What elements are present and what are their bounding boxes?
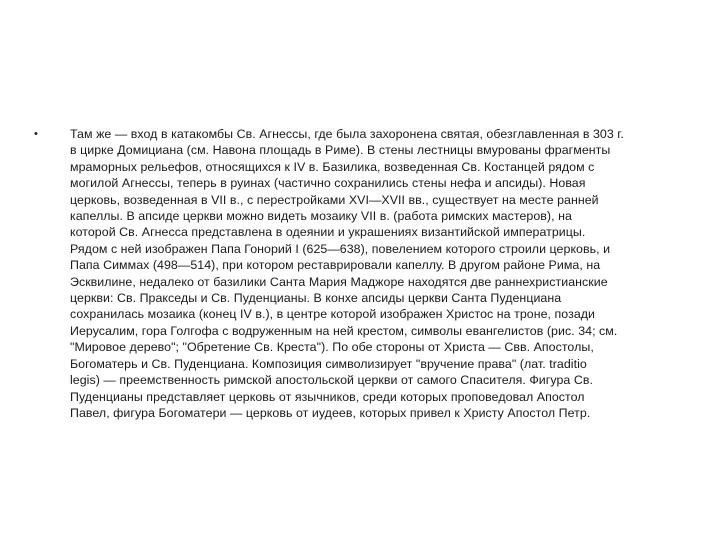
text-line: церкви: Св. Пракседы и Св. Пуденцианы. В конхе апсиды церкви Санта Пуденциана [70,291,562,306]
text-line: могилой Агнессы, теперь в руинах (частично сохранились стены нефа и апсиды). Новая [70,176,586,191]
text-line: Эсквилине, недалеко от базилики Санта Мария Маджоре находятся две раннехристианские [70,274,608,289]
text-line: Павел, фигура Богоматери — церковь от иудеев, которых привел к Христу Апостол Петр. [70,405,591,420]
text-line: церковь, возведенная в VII в., с перестройками XVI—XVII вв., существует на месте ранней [70,192,599,207]
bullet-marker: • [34,128,38,140]
text-line: мраморных рельефов, относящихся к IV в. Базилика, возведенная Св. Костанцей рядом с [70,159,595,174]
text-line: Иерусалим, гора Голгофа с водруженным на ней крестом, символы евангелистов (рис. 34; см. [70,323,618,338]
text-line: Там же — вход в катакомбы Св. Агнессы, где была захоронена святая, обезглавленная в 303 г. [70,127,624,141]
text-line: в цирке Домициана (см. Навона площадь в Риме). В стены лестницы вмурованы фрагменты [70,143,611,158]
text-line: Богоматерь и Св. Пуденциана. Композиция символизирует "вручение права" (лат. traditio [70,356,587,371]
text-line: Пуденцианы представляет церковь от язычников, среди которых проповедовал Апостол [70,389,585,404]
text-line: которой Св. Агнесса представлена в одеянии и украшениях византийской императрицы. [70,225,586,240]
text-line: legis) — преемственность римской апостольской церкви от самого Спасителя. Фигура Св. [70,373,593,388]
text-line: Рядом с ней изображен Папа Гонорий I (625—638), повелением которого строили церковь, и [70,241,611,256]
text-line: сохранилась мозаика (конец IV в.), в центре которой изображен Христос на троне, позади [70,307,596,322]
body-paragraph [70,126,694,421]
text-line: Папа Симмах (498—514), при котором реставрировали капеллу. В другом районе Рима, на [70,258,601,273]
text-line: капеллы. В апсиде церкви можно видеть мозаику VII в. (работа римских мастеров), на [70,209,572,224]
text-line: "Мировое дерево"; "Обретение Св. Креста"). По обе стороны от Христа — Свв. Апостолы, [70,340,594,355]
bullet-list-item [34,126,694,421]
